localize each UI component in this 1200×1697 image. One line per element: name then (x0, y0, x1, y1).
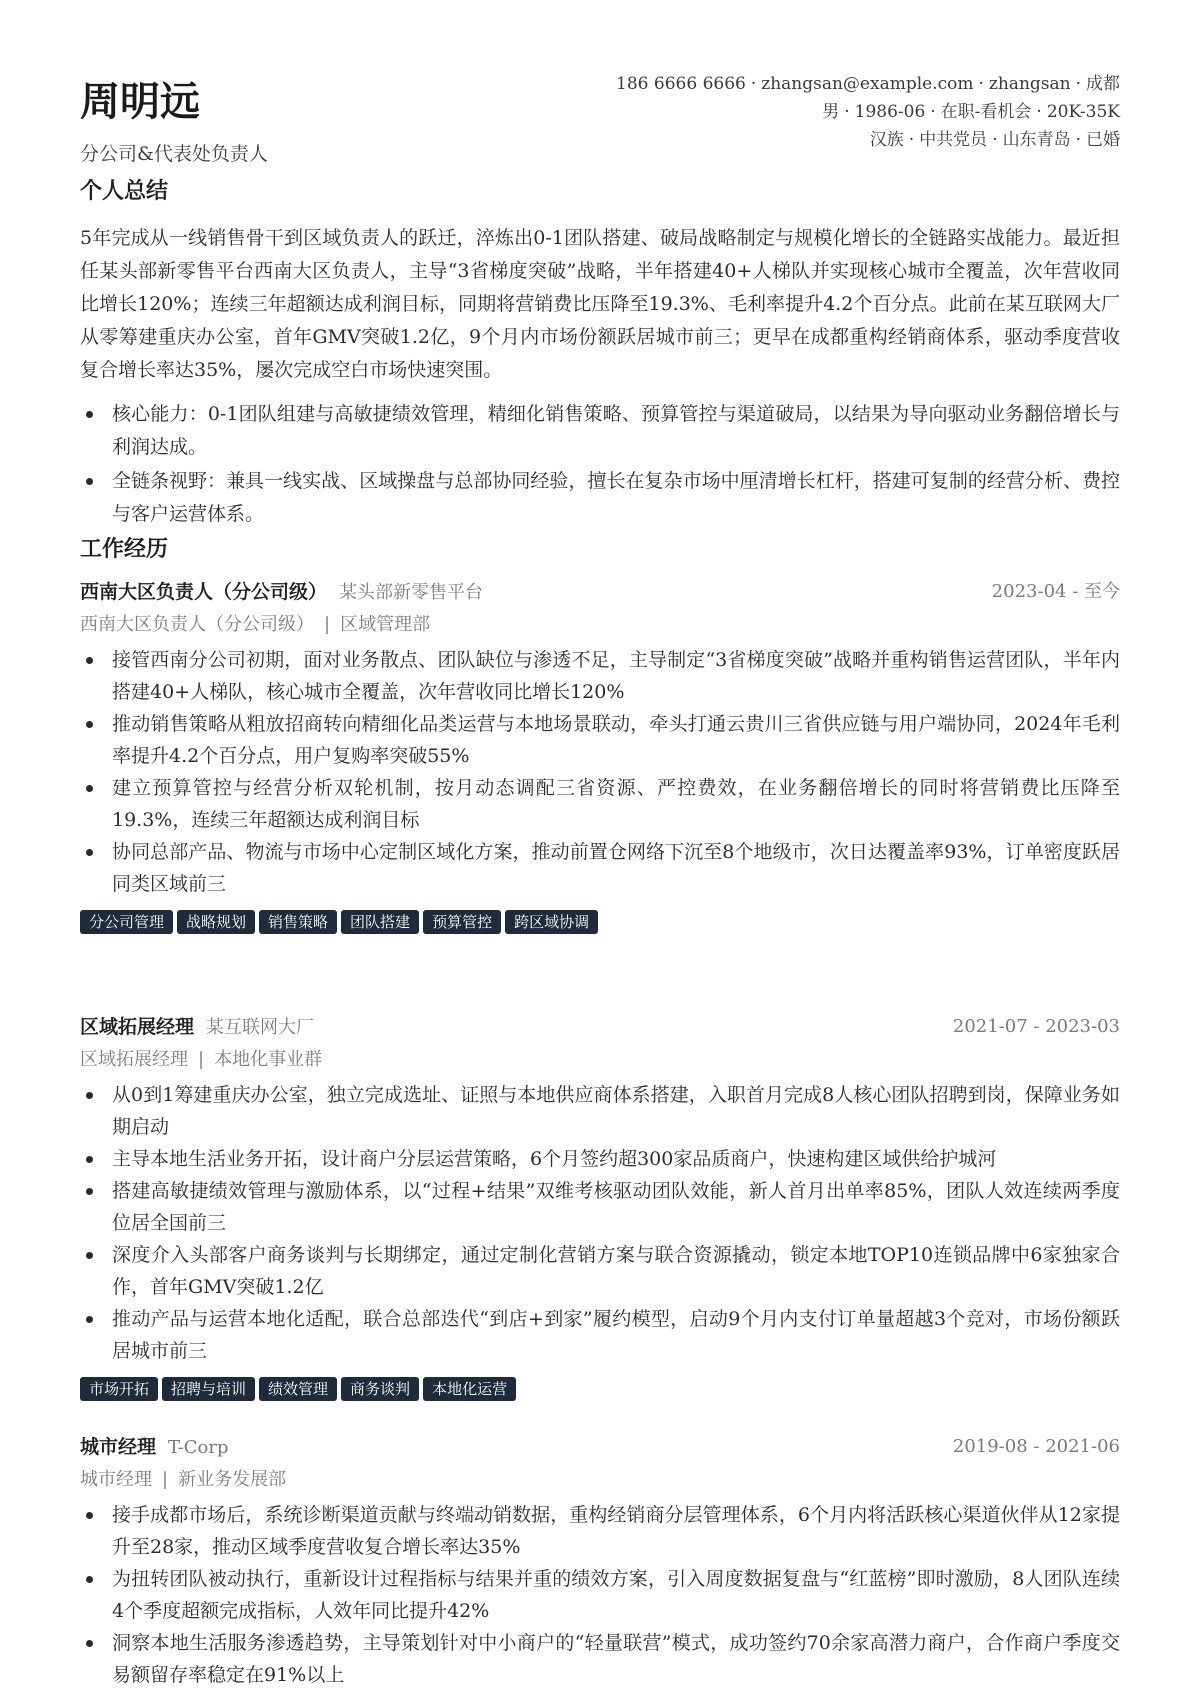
job-status: 在职-看机会 (940, 102, 1032, 122)
divider: | (324, 614, 331, 635)
bullet-icon (86, 849, 93, 856)
contact-info (616, 70, 1120, 154)
gender: 男 (822, 102, 840, 122)
skill-tag: 市场开拓 (80, 1377, 158, 1401)
bullet-text: 推动产品与运营本地化适配，联合总部迭代“到店+到家”履约模型，启动9个月内支付订单量超越3个竞对，市场份额跃居城市前三 (112, 1308, 1120, 1362)
bullet-text: 协同总部产品、物流与市场中心定制区域化方案，推动前置仓网络下沉至8个地级市，次日达覆盖率93%，订单密度跃居同类区域前三 (112, 841, 1120, 895)
list-item (80, 398, 1120, 463)
job-date: 2021-07 - 2023-03 (952, 1016, 1120, 1037)
skill-tag: 本地化运营 (423, 1377, 516, 1401)
job-company: 某头部新零售平台 (339, 582, 484, 603)
skill-tag: 战略规划 (177, 910, 255, 934)
separator: · (1036, 102, 1042, 122)
experience-section-title: 工作经历 (80, 536, 169, 562)
job-role: 城市经理 (80, 1469, 152, 1490)
bullet-icon (86, 785, 93, 792)
bullet-icon (86, 1640, 93, 1647)
bullet-icon (86, 1092, 93, 1099)
separator: · (844, 102, 850, 122)
summary-bullet-list (80, 398, 1120, 532)
skill-tag: 团队搭建 (341, 910, 419, 934)
job-header (80, 1012, 1120, 1042)
divider: | (198, 1049, 205, 1070)
contact-line-1 (616, 70, 1120, 98)
bullet-text: 洞察本地生活服务渗透趋势，主导策划针对中小商户的“轻量联营”模式，成功签约70余家高潜力商户，合作商户季度交易额留存率稳定在91%以上 (112, 1632, 1120, 1686)
job-role: 区域拓展经理 (80, 1049, 188, 1070)
separator: · (930, 102, 936, 122)
job-subtitle (80, 1465, 1120, 1495)
separator: · (1075, 74, 1081, 94)
bullet-icon (86, 1512, 93, 1519)
separator: · (978, 74, 984, 94)
divider: | (162, 1469, 169, 1490)
candidate-headline: 分公司&代表处负责人 (80, 143, 268, 165)
list-item (80, 1499, 1120, 1563)
list-item (80, 1079, 1120, 1143)
bullet-text: 搭建高敏捷绩效管理与激励体系，以“过程+结果”双维考核驱动团队效能，新人首月出单率85%，团队人效连续两季度位居全国前三 (112, 1180, 1120, 1234)
contact-line-3 (616, 126, 1120, 154)
list-item (80, 836, 1120, 900)
hometown: 山东青岛 (1002, 130, 1071, 150)
bullet-icon (86, 478, 93, 485)
list-item (80, 1175, 1120, 1239)
job-entry (80, 1432, 1120, 1691)
job-header (80, 577, 1120, 607)
marital-status: 已婚 (1086, 130, 1120, 150)
bullet-icon (86, 1576, 93, 1583)
bullet-icon (86, 411, 93, 418)
skill-tag: 绩效管理 (259, 1377, 337, 1401)
skill-tag: 预算管控 (423, 910, 501, 934)
job-title: 城市经理 (80, 1436, 157, 1458)
bullet-text: 接手成都市场后，系统诊断渠道贡献与终端动销数据，重构经销商分层管理体系，6个月内将活跃核心渠道伙伴从12家提升至28家，推动区域季度营收复合增长率达35% (112, 1504, 1120, 1558)
job-date: 2019-08 - 2021-06 (952, 1436, 1120, 1457)
job-title: 西南大区负责人（分公司级） (80, 581, 328, 603)
skill-tag: 销售策略 (259, 910, 337, 934)
separator: · (992, 130, 998, 150)
skill-tags (80, 910, 1120, 934)
job-role: 西南大区负责人（分公司级） (80, 614, 314, 635)
separator: · (750, 74, 757, 94)
list-item (80, 1303, 1120, 1367)
list-item (80, 1143, 1120, 1175)
ethnicity: 汉族 (869, 130, 904, 150)
bullet-text: 深度介入头部客户商务谈判与长期绑定，通过定制化营销方案与联合资源撬动，锁定本地TOP10连锁品牌中6家独家合作，首年GMV突破1.2亿 (112, 1244, 1120, 1298)
bullet-icon (86, 1252, 93, 1259)
job-date: 2023-04 - 至今 (991, 581, 1120, 602)
city: 成都 (1086, 74, 1120, 94)
bullet-icon (86, 657, 93, 664)
bullet-text: 从0到1筹建重庆办公室，独立完成选址、证照与本地供应商体系搭建，入职首月完成8人核心团队招聘到岗，保障业务如期启动 (112, 1084, 1120, 1138)
bullet-text: 建立预算管控与经营分析双轮机制，按月动态调配三省资源、严控费效，在业务翻倍增长的同时将营销费比压降至19.3%，连续三年超额达成利润目标 (112, 777, 1120, 831)
list-item (80, 465, 1120, 530)
job-bullet-list (80, 1079, 1120, 1367)
summary-paragraph: 5年完成从一线销售骨干到区域负责人的跃迁，淬炼出0-1团队搭建、破局战略制定与规模化增长的全链路实战能力。最近担任某头部新零售平台西南大区负责人，主导“3省梯度突破”战略，半年搭建40+人梯队并实现核心城市全覆盖，次年营收同比增长120%；连续三年超额达成利润目标，同期将营销费比压降至19.3%、毛利率提升4.2个百分点。此前在某互联网大厂从零筹建重庆办公室，首年GMV突破1.2亿，9个月内市场份额跃居城市前三；更早在成都重构经销商体系，驱动季度营收复合增长率达35%，屡次完成空白市场快速突围。 (80, 227, 1120, 381)
list-item (80, 1239, 1120, 1303)
bullet-text: 核心能力：0-1团队组建与高敏捷绩效管理，精细化销售策略、预算管控与渠道破局，以结果为导向驱动业务翻倍增长与利润达成。 (112, 403, 1120, 458)
job-department: 本地化事业群 (214, 1049, 323, 1070)
bullet-text: 接管西南分公司初期，面对业务散点、团队缺位与渗透不足，主导制定“3省梯度突破”战略并重构销售运营团队，半年内搭建40+人梯队，核心城市全覆盖，次年营收同比增长120% (112, 649, 1120, 703)
job-header (80, 1432, 1120, 1462)
political-status: 中共党员 (919, 130, 988, 150)
salary: 20K-35K (1046, 102, 1120, 122)
wechat: zhangsan (988, 74, 1071, 94)
bullet-icon (86, 1316, 93, 1323)
job-subtitle (80, 610, 1120, 640)
phone: 186 6666 6666 (616, 74, 746, 94)
job-bullet-list (80, 1499, 1120, 1691)
job-subtitle (80, 1045, 1120, 1075)
job-department: 新业务发展部 (178, 1469, 287, 1490)
job-entry (80, 1012, 1120, 1401)
email: zhangsan@example.com (761, 74, 974, 94)
list-item (80, 772, 1120, 836)
skill-tag: 跨区域协调 (505, 910, 598, 934)
bullet-text: 为扭转团队被动执行，重新设计过程指标与结果并重的绩效方案，引入周度数据复盘与“红蓝榜”即时激励，8人团队连续4个季度超额完成指标，人效年同比提升42% (112, 1568, 1120, 1622)
skill-tag: 分公司管理 (80, 910, 173, 934)
job-title: 区域拓展经理 (80, 1016, 195, 1038)
bullet-icon (86, 1188, 93, 1195)
birth: 1986-06 (854, 102, 926, 122)
separator: · (1075, 130, 1081, 150)
list-item (80, 1563, 1120, 1627)
contact-line-2 (616, 98, 1120, 126)
bullet-text: 主导本地生活业务开拓，设计商户分层运营策略，6个月签约超300家品质商户，快速构建区域供给护城河 (112, 1148, 997, 1170)
bullet-icon (86, 721, 93, 728)
list-item (80, 644, 1120, 708)
list-item (80, 1627, 1120, 1691)
job-company: T-Corp (168, 1437, 229, 1458)
bullet-icon (86, 1156, 93, 1163)
bullet-text: 推动销售策略从粗放招商转向精细化品类运营与本地场景联动，牵头打通云贵川三省供应链与用户端协同，2024年毛利率提升4.2个百分点，用户复购率突破55% (112, 713, 1120, 767)
bullet-text: 全链条视野：兼具一线实战、区域操盘与总部协同经验，擅长在复杂市场中厘清增长杠杆，搭建可复制的经营分析、费控与客户运营体系。 (112, 470, 1120, 525)
candidate-name: 周明远 (80, 78, 200, 125)
summary-section-title: 个人总结 (80, 178, 169, 204)
job-entry (80, 577, 1120, 934)
job-department: 区域管理部 (340, 614, 431, 635)
skill-tag: 商务谈判 (341, 1377, 419, 1401)
job-bullet-list (80, 644, 1120, 900)
skill-tag: 招聘与培训 (162, 1377, 255, 1401)
list-item (80, 708, 1120, 772)
skill-tags (80, 1377, 1120, 1401)
separator: · (908, 130, 915, 150)
job-company: 某互联网大厂 (206, 1017, 315, 1038)
